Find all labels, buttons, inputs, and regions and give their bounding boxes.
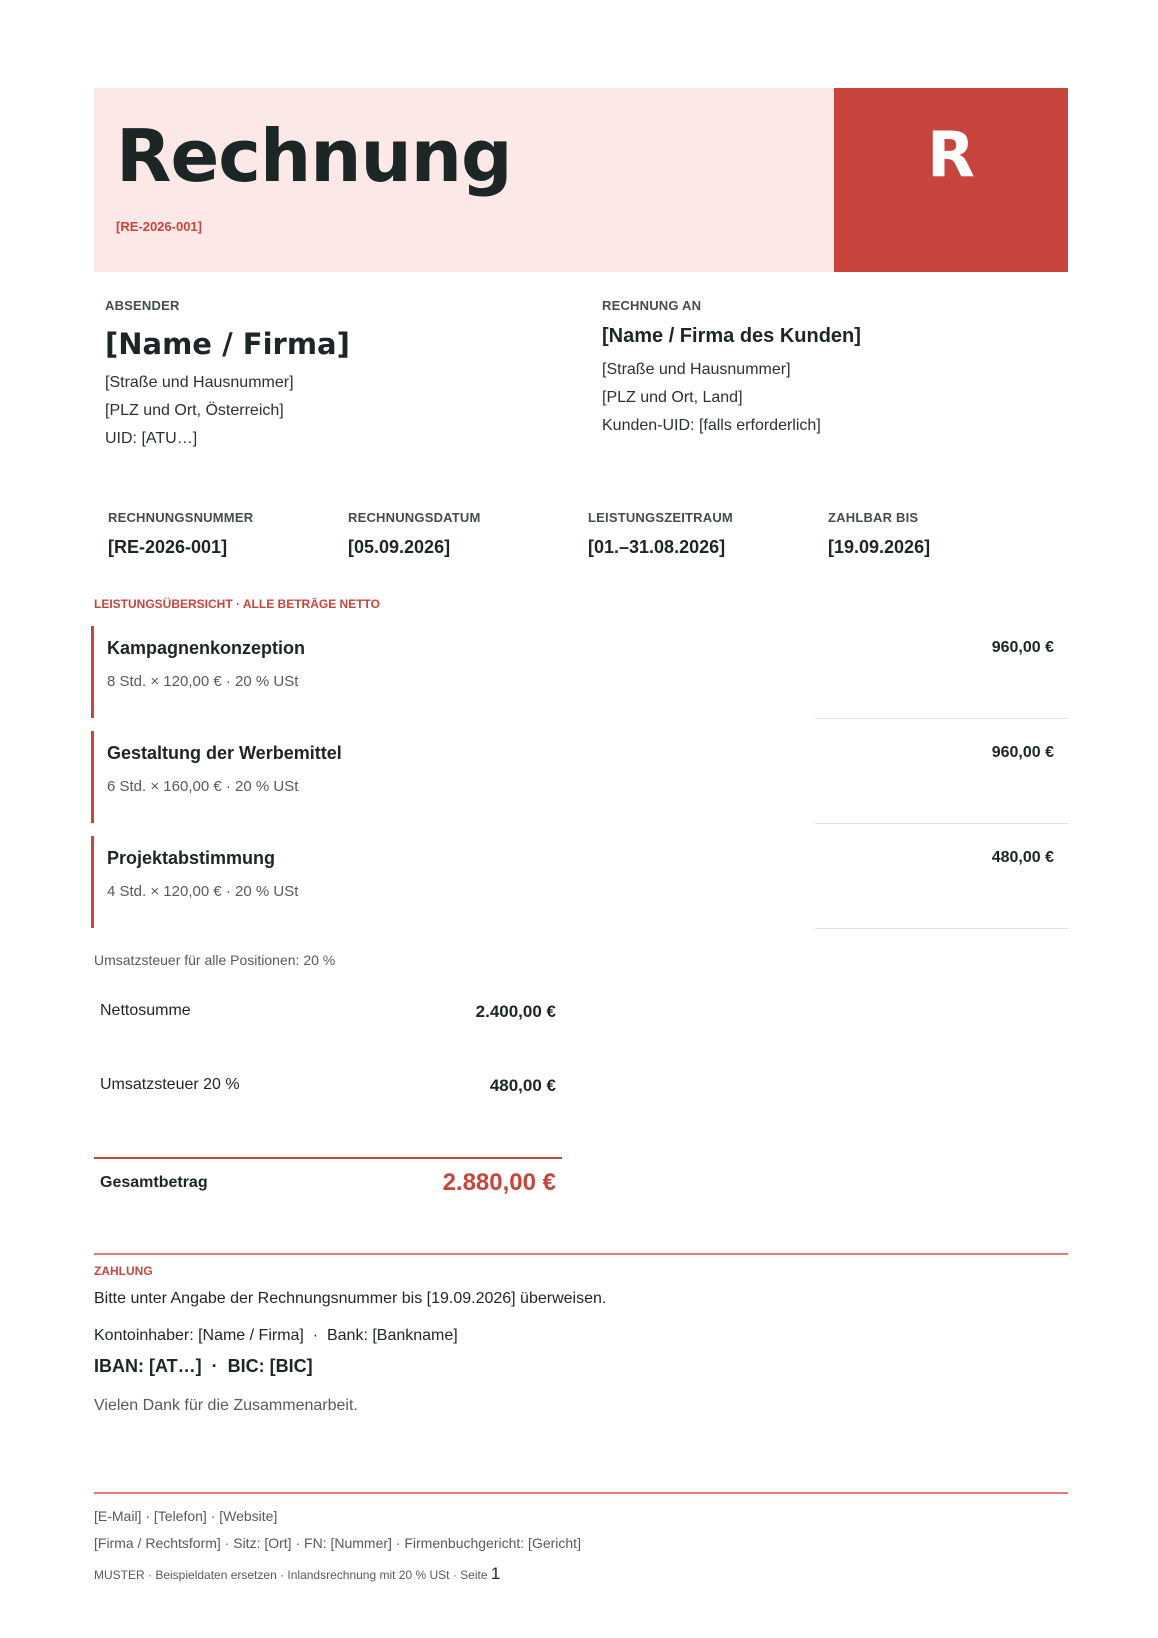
meta-invoice-date: [348, 510, 588, 558]
meta-value: [19.09.2026]: [828, 537, 931, 557]
line-item-detail: 6 Std. × 160,00 € · 20 % USt: [107, 778, 299, 795]
line-item: [91, 626, 1068, 718]
recipient-street: [Straße und Hausnummer]: [602, 361, 791, 378]
meta-invoice-number: [108, 510, 348, 558]
line-item-detail: 4 Std. × 120,00 € · 20 % USt: [107, 883, 299, 900]
payment-instruction: Bitte unter Angabe der Rechnungsnummer bis [19.09.2026] überweisen.: [94, 1290, 607, 1307]
payment-bank-ids: IBAN: [AT…] · BIC: [BIC]: [94, 1356, 313, 1376]
footer-divider: [94, 1492, 1068, 1494]
items-section-label: LEISTUNGSÜBERSICHT · ALLE BETRÄGE NETTO: [94, 597, 381, 611]
line-item-amount: 960,00 €: [991, 744, 1054, 761]
meta-value: [RE-2026-001]: [108, 537, 228, 557]
recipient-name: [Name / Firma des Kunden]: [602, 325, 861, 347]
page-title: Rechnung: [116, 114, 512, 198]
meta-label: LEISTUNGSZEITRAUM: [588, 510, 733, 525]
line-item-divider: [815, 928, 1068, 929]
line-item-amount: 480,00 €: [991, 849, 1054, 866]
footer-company: [Firma / Rechtsform] · Sitz: [Ort] · FN: [Nummer] · Firmenbuchgericht: [Gericht]: [94, 1535, 581, 1551]
line-item-divider: [815, 823, 1068, 824]
meta-service-period: [588, 510, 828, 558]
page-number: 1: [490, 1564, 501, 1583]
footer-disclaimer-text: MUSTER · Beispieldaten ersetzen · Inlandsrechnung mit 20 % USt · Seite: [94, 1568, 491, 1582]
vat-note: Umsatzsteuer für alle Positionen: 20 %: [94, 952, 336, 968]
sender-city: [PLZ und Ort, Österreich]: [105, 402, 284, 419]
invoice-meta: [108, 510, 1068, 558]
line-item: [91, 836, 1068, 928]
line-item-accent: [91, 626, 94, 718]
header-invoice-number: [RE-2026-001]: [116, 219, 202, 234]
line-item-description: Projektabstimmung: [107, 848, 276, 868]
payment-account: Kontoinhaber: [Name / Firma] · Bank: [Bankname]: [94, 1327, 458, 1344]
recipient-label: RECHNUNG AN: [602, 298, 702, 313]
grand-total-label: Gesamtbetrag: [100, 1174, 208, 1191]
sender-block: [105, 298, 350, 453]
grand-total-value: 2.880,00 €: [442, 1169, 556, 1196]
line-item-amount: 960,00 €: [991, 639, 1054, 656]
vat-total-value: 480,00 €: [489, 1076, 556, 1095]
payment-divider: [94, 1253, 1068, 1255]
vat-total-label: Umsatzsteuer 20 %: [100, 1076, 240, 1093]
sender-uid: UID: [ATU…]: [105, 430, 198, 447]
invoice-header: [94, 88, 1068, 272]
logo-letter: R: [927, 118, 975, 191]
line-item-description: Gestaltung der Werbemittel: [107, 743, 342, 763]
footer-disclaimer: [94, 1564, 500, 1584]
line-item-divider: [815, 718, 1068, 719]
recipient-block: [602, 298, 861, 440]
thanks-note: Vielen Dank für die Zusammenarbeit.: [94, 1397, 358, 1414]
meta-value: [05.09.2026]: [348, 537, 451, 557]
logo: [834, 88, 1068, 272]
line-item-accent: [91, 731, 94, 823]
meta-label: ZAHLBAR BIS: [828, 510, 919, 525]
meta-value: [01.–31.08.2026]: [588, 537, 726, 557]
sender-street: [Straße und Hausnummer]: [105, 374, 294, 391]
total-divider: [94, 1157, 562, 1159]
meta-label: RECHNUNGSNUMMER: [108, 510, 254, 525]
footer-contact: [E-Mail] · [Telefon] · [Website]: [94, 1508, 278, 1524]
line-item-description: Kampagnenkonzeption: [107, 638, 306, 658]
meta-label: RECHNUNGSDATUM: [348, 510, 481, 525]
sender-name: [Name / Firma]: [105, 327, 350, 361]
line-item-accent: [91, 836, 94, 928]
line-item: [91, 731, 1068, 823]
sender-label: ABSENDER: [105, 298, 180, 313]
net-total-value: 2.400,00 €: [475, 1002, 556, 1021]
line-item-detail: 8 Std. × 120,00 € · 20 % USt: [107, 673, 299, 690]
net-total-label: Nettosumme: [100, 1002, 191, 1019]
recipient-city: [PLZ und Ort, Land]: [602, 389, 743, 406]
meta-due-date: [828, 510, 1068, 558]
recipient-uid: Kunden-UID: [falls erforderlich]: [602, 417, 821, 434]
payment-label: ZAHLUNG: [94, 1264, 153, 1278]
